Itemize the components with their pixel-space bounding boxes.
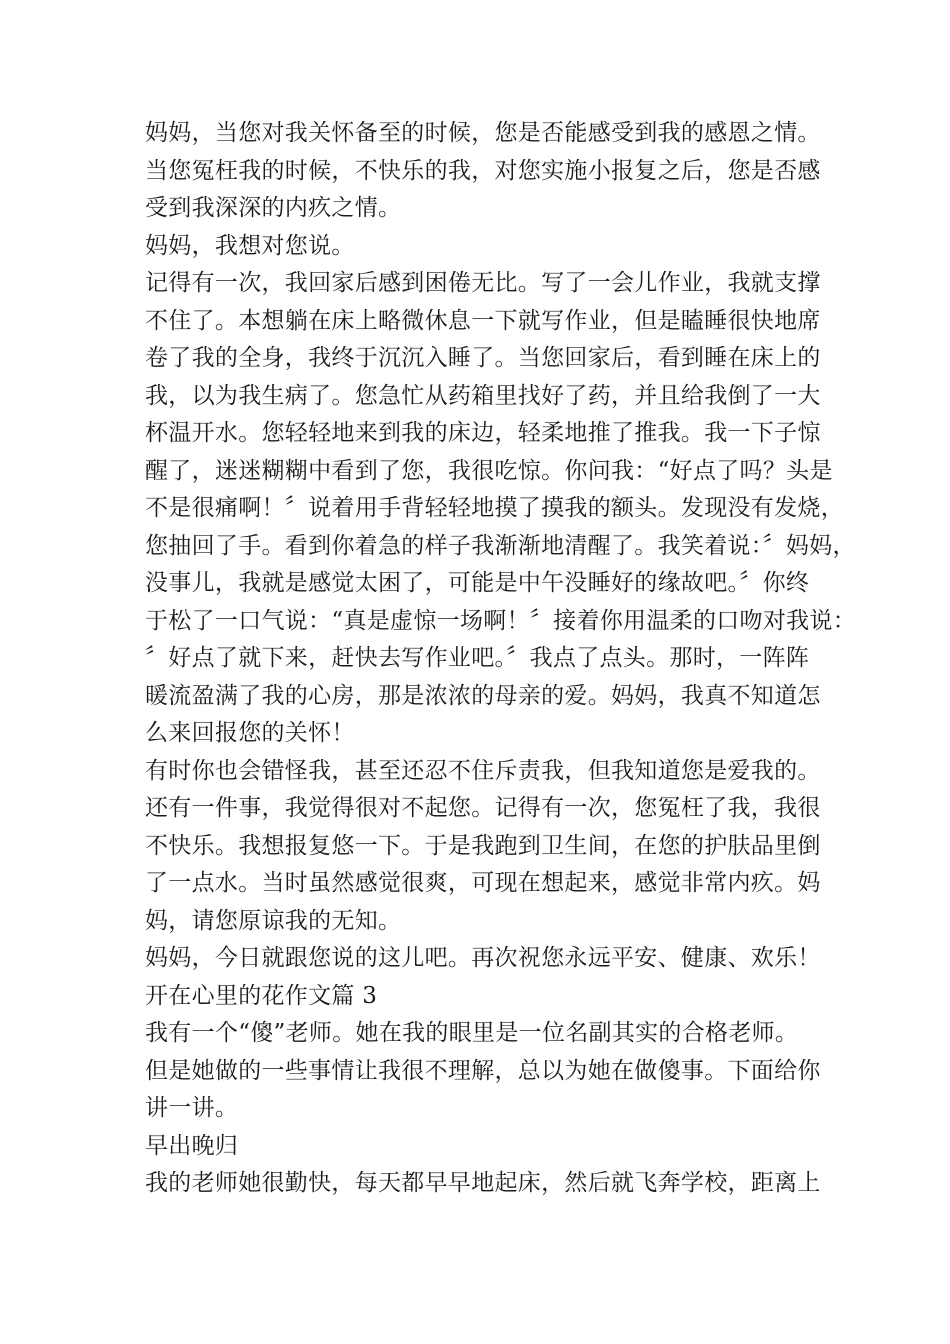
text-line: 卷了我的全身，我终于沉沉入睡了。当您回家后，看到睡在床上的 [145,345,821,371]
subsection-heading: 早出晚归 [145,1132,239,1159]
text-line: 妈，请您原谅我的无知。 [145,907,402,934]
document-body [145,115,857,1203]
text-line: 还有一件事，我觉得很对不起您。记得有一次，您冤枉了我，我很 [145,795,821,821]
text-line: 不快乐。我想报复悠一下。于是我跑到卫生间，在您的护肤品里倒 [145,832,821,859]
text-line: 我有一个“傻”老师。她在我的眼里是一位名副其实的合格老师。 [145,1020,799,1046]
text-line: 于松了一口气说：“真是虚惊一场啊！〞接着你用温柔的口吻对我说： [145,607,857,634]
text-line: 不住了。本想躺在床上略微休息一下就写作业，但是瞌睡很快地席 [145,307,821,334]
text-line: 有时你也会错怪我，甚至还忍不住斥责我，但我知道您是爱我的。 [145,757,821,784]
section-heading: 开在心里的花作文篇 3 [145,982,378,1009]
text-line: 记得有一次，我回家后感到困倦无比。写了一会儿作业，我就支撑 [145,270,821,296]
text-line: 妈妈，今日就跟您说的这儿吧。再次祝您永远平安、健康、欢乐！ [145,945,821,971]
text-line: 不是很痛啊！〞说着用手背轻轻地摸了摸我的额头。发现没有发烧， [145,495,844,521]
text-line: 暖流盈满了我的心房，那是浓浓的母亲的爱。妈妈，我真不知道怎 [145,682,821,709]
text-line: 您抽回了手。看到你着急的样子我渐渐地清醒了。我笑着说：〞妈妈， [145,532,856,559]
text-line: 受到我深深的内疚之情。 [145,195,402,221]
text-line: 妈妈，当您对我关怀备至的时候，您是否能感受到我的感恩之情。 [145,120,821,146]
text-line: 我的老师她很勤快，每天都早早地起床，然后就飞奔学校，距离上 [145,1170,821,1196]
text-line: 没事儿，我就是感觉太困了，可能是中午没睡好的缘故吧。〞你终 [145,570,810,596]
text-line: 杯温开水。您轻轻地来到我的床边，轻柔地推了推我。我一下子惊 [145,420,821,446]
text-line: 当您冤枉我的时候，不快乐的我，对您实施小报复之后，您是否感 [145,157,821,184]
text-line: 妈妈，我想对您说。 [145,232,355,259]
text-line: 我，以为我生病了。您急忙从药箱里找好了药，并且给我倒了一大 [145,382,821,409]
text-line: 了一点水。当时虽然感觉很爽，可现在想起来，感觉非常内疚。妈 [145,870,821,896]
text-line: 讲一讲。 [145,1095,239,1121]
text-line: 醒了，迷迷糊糊中看到了您，我很吃惊。你问我：“好点了吗？头是 [145,457,833,484]
text-line: 〞好点了就下来，赶快去写作业吧。〞我点了点头。那时，一阵阵 [145,645,810,671]
text-line: 么来回报您的关怀！ [145,720,355,746]
text-line: 但是她做的一些事情让我很不理解，总以为她在做傻事。下面给你 [145,1057,821,1084]
